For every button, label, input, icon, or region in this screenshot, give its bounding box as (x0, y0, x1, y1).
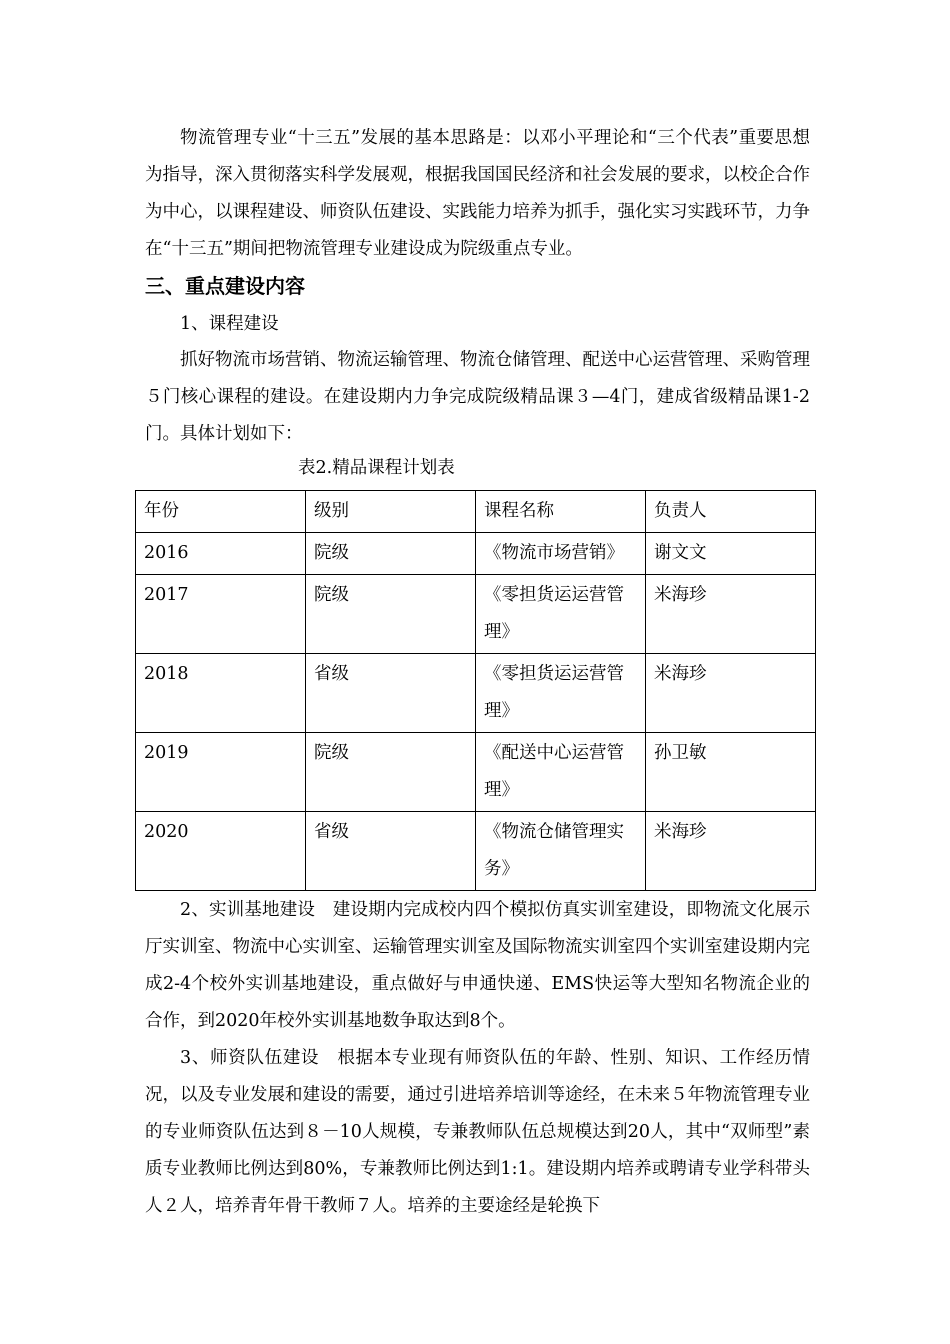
intro-paragraph: 物流管理专业“十三五”发展的基本思路是：以邓小平理论和“三个代表”重要思想为指导，深入贯彻落实科学发展观，根据我国国民经济和社会发展的要求，以校企合作为中心，以课程建设、师资队伍建设、实践能力培养为抓手，强化实习实践环节，力争在“十三五”期间把物流管理专业建设成为院级重点专业。 (145, 128, 810, 259)
cell-level: 省级 (306, 654, 476, 733)
cell-course: 《零担货运运营管理》 (476, 654, 646, 733)
cell-owner: 米海珍 (646, 575, 816, 654)
cell-level: 院级 (306, 575, 476, 654)
cell-owner: 孙卫敏 (646, 733, 816, 812)
subsection-heading: 1、课程建设 (180, 314, 279, 334)
course-plan-table (135, 490, 816, 891)
cell-owner: 谢文文 (646, 533, 816, 575)
header-course: 课程名称 (476, 491, 646, 533)
cell-owner: 米海珍 (646, 812, 816, 891)
cell-course: 《配送中心运营管理》 (476, 733, 646, 812)
faculty-paragraph: 3、师资队伍建设 根据本专业现有师资队伍的年龄、性别、知识、工作经历情况，以及专业发展和建设的需要，通过引进培养培训等途经，在未来５年物流管理专业的专业师资队伍达到８－10人规模，专兼教师队伍总规模达到20人，其中“双师型”素质专业教师比例达到80%，专兼教师比例达到1:1。建设期内培养或聘请专业学科带头人２人，培养青年骨干教师７人。培养的主要途经是轮换下 (145, 1048, 810, 1216)
cell-year: 2019 (136, 733, 306, 812)
table-header-row (136, 491, 816, 533)
header-level: 级别 (306, 491, 476, 533)
cell-year: 2016 (136, 533, 306, 575)
cell-level: 省级 (306, 812, 476, 891)
course-paragraph: 抓好物流市场营销、物流运输管理、物流仓储管理、配送中心运营管理、采购管理５门核心课程的建设。在建设期内力争完成院级精品课３—4门，建成省级精品课1-2门。具体计划如下： (145, 350, 810, 444)
training-base-paragraph: 2、实训基地建设 建设期内完成校内四个模拟仿真实训室建设，即物流文化展示厅实训室、物流中心实训室、运输管理实训室及国际物流实训室四个实训室建设期内完成2-4个校外实训基地建设，重点做好与申通快递、EMS快运等大型知名物流企业的合作，到2020年校外实训基地数争取达到8个。 (145, 900, 810, 1031)
cell-level: 院级 (306, 533, 476, 575)
cell-year: 2018 (136, 654, 306, 733)
cell-owner: 米海珍 (646, 654, 816, 733)
cell-year: 2017 (136, 575, 306, 654)
section-heading: 三、重点建设内容 (145, 274, 305, 298)
table-caption: 表2.精品课程计划表 (298, 458, 455, 478)
cell-level: 院级 (306, 733, 476, 812)
table-row (136, 812, 816, 891)
cell-course: 《物流市场营销》 (476, 533, 646, 575)
table-row (136, 533, 816, 575)
header-owner: 负责人 (646, 491, 816, 533)
header-year: 年份 (136, 491, 306, 533)
table-row (136, 575, 816, 654)
table-row (136, 654, 816, 733)
table-row (136, 733, 816, 812)
cell-course: 《物流仓储管理实务》 (476, 812, 646, 891)
cell-course: 《零担货运运营管理》 (476, 575, 646, 654)
cell-year: 2020 (136, 812, 306, 891)
